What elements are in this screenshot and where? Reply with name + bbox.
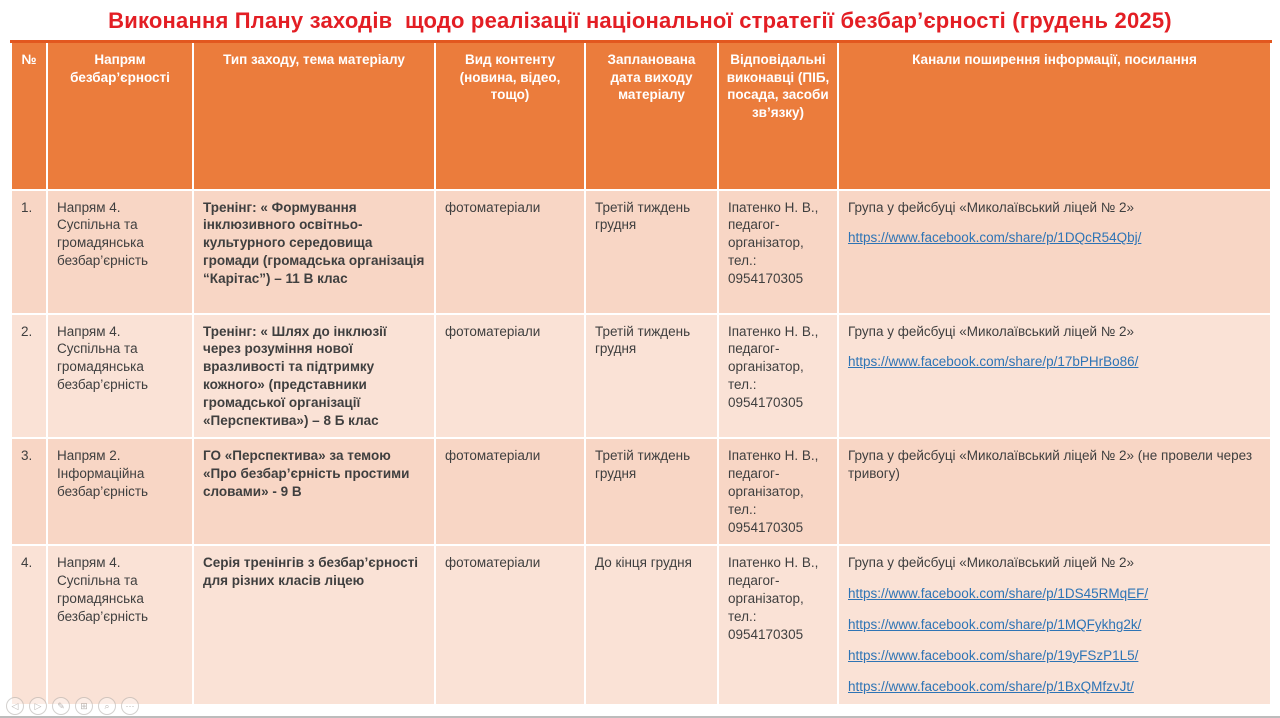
- channels-cell: [838, 438, 1271, 545]
- col-header-channels: Канали поширення інформації, посилання: [838, 42, 1271, 190]
- planned-date-cell: До кінця грудня: [585, 545, 718, 704]
- channels-cell: [838, 190, 1271, 314]
- accessibility-plan-table: [10, 40, 1272, 706]
- channel-label: Група у фейсбуці «Миколаївський ліцей № 2»: [848, 323, 1135, 339]
- planned-date-cell: Третій тиждень грудня: [585, 438, 718, 545]
- col-header-planned-date: Запланована дата виходу матеріалу: [585, 42, 718, 190]
- page-title: Виконання Плану заходів щодо реалізації національної стратегії безбар’єрності (грудень 2025): [108, 8, 1172, 33]
- event-cell: Тренінг: « Шлях до інклюзії через розуміння нової вразливості та підтримку кожного» (представники громадської організації «Перспектива») – 8 Б клас: [193, 314, 435, 439]
- channels-cell: [838, 314, 1271, 439]
- direction-cell: Напрям 4. Суспільна та громадянська безбар’єрність: [47, 314, 193, 439]
- facebook-link[interactable]: https://www.facebook.com/share/p/17bPHrBo86/: [848, 354, 1139, 370]
- col-header-direction: Напрям безбар’єрності: [47, 42, 193, 190]
- table-row-2: [11, 314, 1271, 439]
- facebook-link[interactable]: https://www.facebook.com/share/p/1MQFykhg2k/: [848, 617, 1142, 633]
- row-number: 4.: [11, 545, 47, 704]
- row-number: 3.: [11, 438, 47, 545]
- pen-icon[interactable]: ✎: [52, 697, 70, 715]
- responsible-cell: Іпатенко Н. В., педагог-організатор, тел.: 0954170305: [718, 190, 838, 314]
- channel-label: Група у фейсбуці «Миколаївський ліцей № 2» (не провели через тривогу): [848, 448, 1253, 482]
- content-type-cell: фотоматеріали: [435, 545, 585, 704]
- table-header-row: [11, 42, 1271, 190]
- more-options-icon[interactable]: ⋯: [121, 697, 139, 715]
- channels-cell: [838, 545, 1271, 704]
- planned-date-cell: Третій тиждень грудня: [585, 190, 718, 314]
- responsible-cell: Іпатенко Н. В., педагог-організатор, тел.: 0954170305: [718, 314, 838, 439]
- direction-cell: Напрям 4. Суспільна та громадянська безбар’єрність: [47, 190, 193, 314]
- facebook-link[interactable]: https://www.facebook.com/share/p/19yFSzP1L5/: [848, 647, 1139, 663]
- event-cell: Тренінг: « Формування інклюзивного освітньо-культурного середовища громади (громадська організація “Карітас”) – 11 В клас: [193, 190, 435, 314]
- table-row-1: [11, 190, 1271, 314]
- zoom-icon[interactable]: ⌕: [98, 697, 116, 715]
- content-type-cell: фотоматеріали: [435, 438, 585, 545]
- col-header-content-type: Вид контенту (новина, відео, тощо): [435, 42, 585, 190]
- channel-label: Група у фейсбуці «Миколаївський ліцей № 2»: [848, 199, 1135, 215]
- direction-cell: Напрям 2. Інформаційна безбар’єрність: [47, 438, 193, 545]
- slides-overview-icon[interactable]: ⊞: [75, 697, 93, 715]
- planned-date-cell: Третій тиждень грудня: [585, 314, 718, 439]
- next-slide-button[interactable]: ▷: [29, 697, 47, 715]
- row-number: 2.: [11, 314, 47, 439]
- row-number: 1.: [11, 190, 47, 314]
- content-type-cell: фотоматеріали: [435, 314, 585, 439]
- responsible-cell: Іпатенко Н. В., педагог-організатор, тел.: 0954170305: [718, 438, 838, 545]
- direction-cell: Напрям 4. Суспільна та громадянська безбар’єрність: [47, 545, 193, 704]
- slideshow-controls: [6, 697, 139, 715]
- responsible-cell: Іпатенко Н. В., педагог-організатор, тел.: 0954170305: [718, 545, 838, 704]
- col-header-responsible: Відповідальні виконавці (ПІБ, посада, засоби зв’язку): [718, 42, 838, 190]
- table-row-3: [11, 438, 1271, 545]
- table-row-4: [11, 545, 1271, 704]
- prev-slide-button[interactable]: ◁: [6, 697, 24, 715]
- channel-label: Група у фейсбуці «Миколаївський ліцей № 2»: [848, 555, 1135, 571]
- col-header-event-type: Тип заходу, тема матеріалу: [193, 42, 435, 190]
- facebook-link[interactable]: https://www.facebook.com/share/p/1DQcR54Qbj/: [848, 230, 1142, 246]
- facebook-link[interactable]: https://www.facebook.com/share/p/1BxQMfzvJt/: [848, 678, 1134, 694]
- facebook-link[interactable]: https://www.facebook.com/share/p/1DS45RMqEF/: [848, 586, 1149, 602]
- event-cell: ГО «Перспектива» за темою «Про безбар’єрність простими словами» - 9 В: [193, 438, 435, 545]
- content-type-cell: фотоматеріали: [435, 190, 585, 314]
- event-cell: Серія тренінгів з безбар’єрності для різних класів ліцею: [193, 545, 435, 704]
- col-header-number: №: [11, 42, 47, 190]
